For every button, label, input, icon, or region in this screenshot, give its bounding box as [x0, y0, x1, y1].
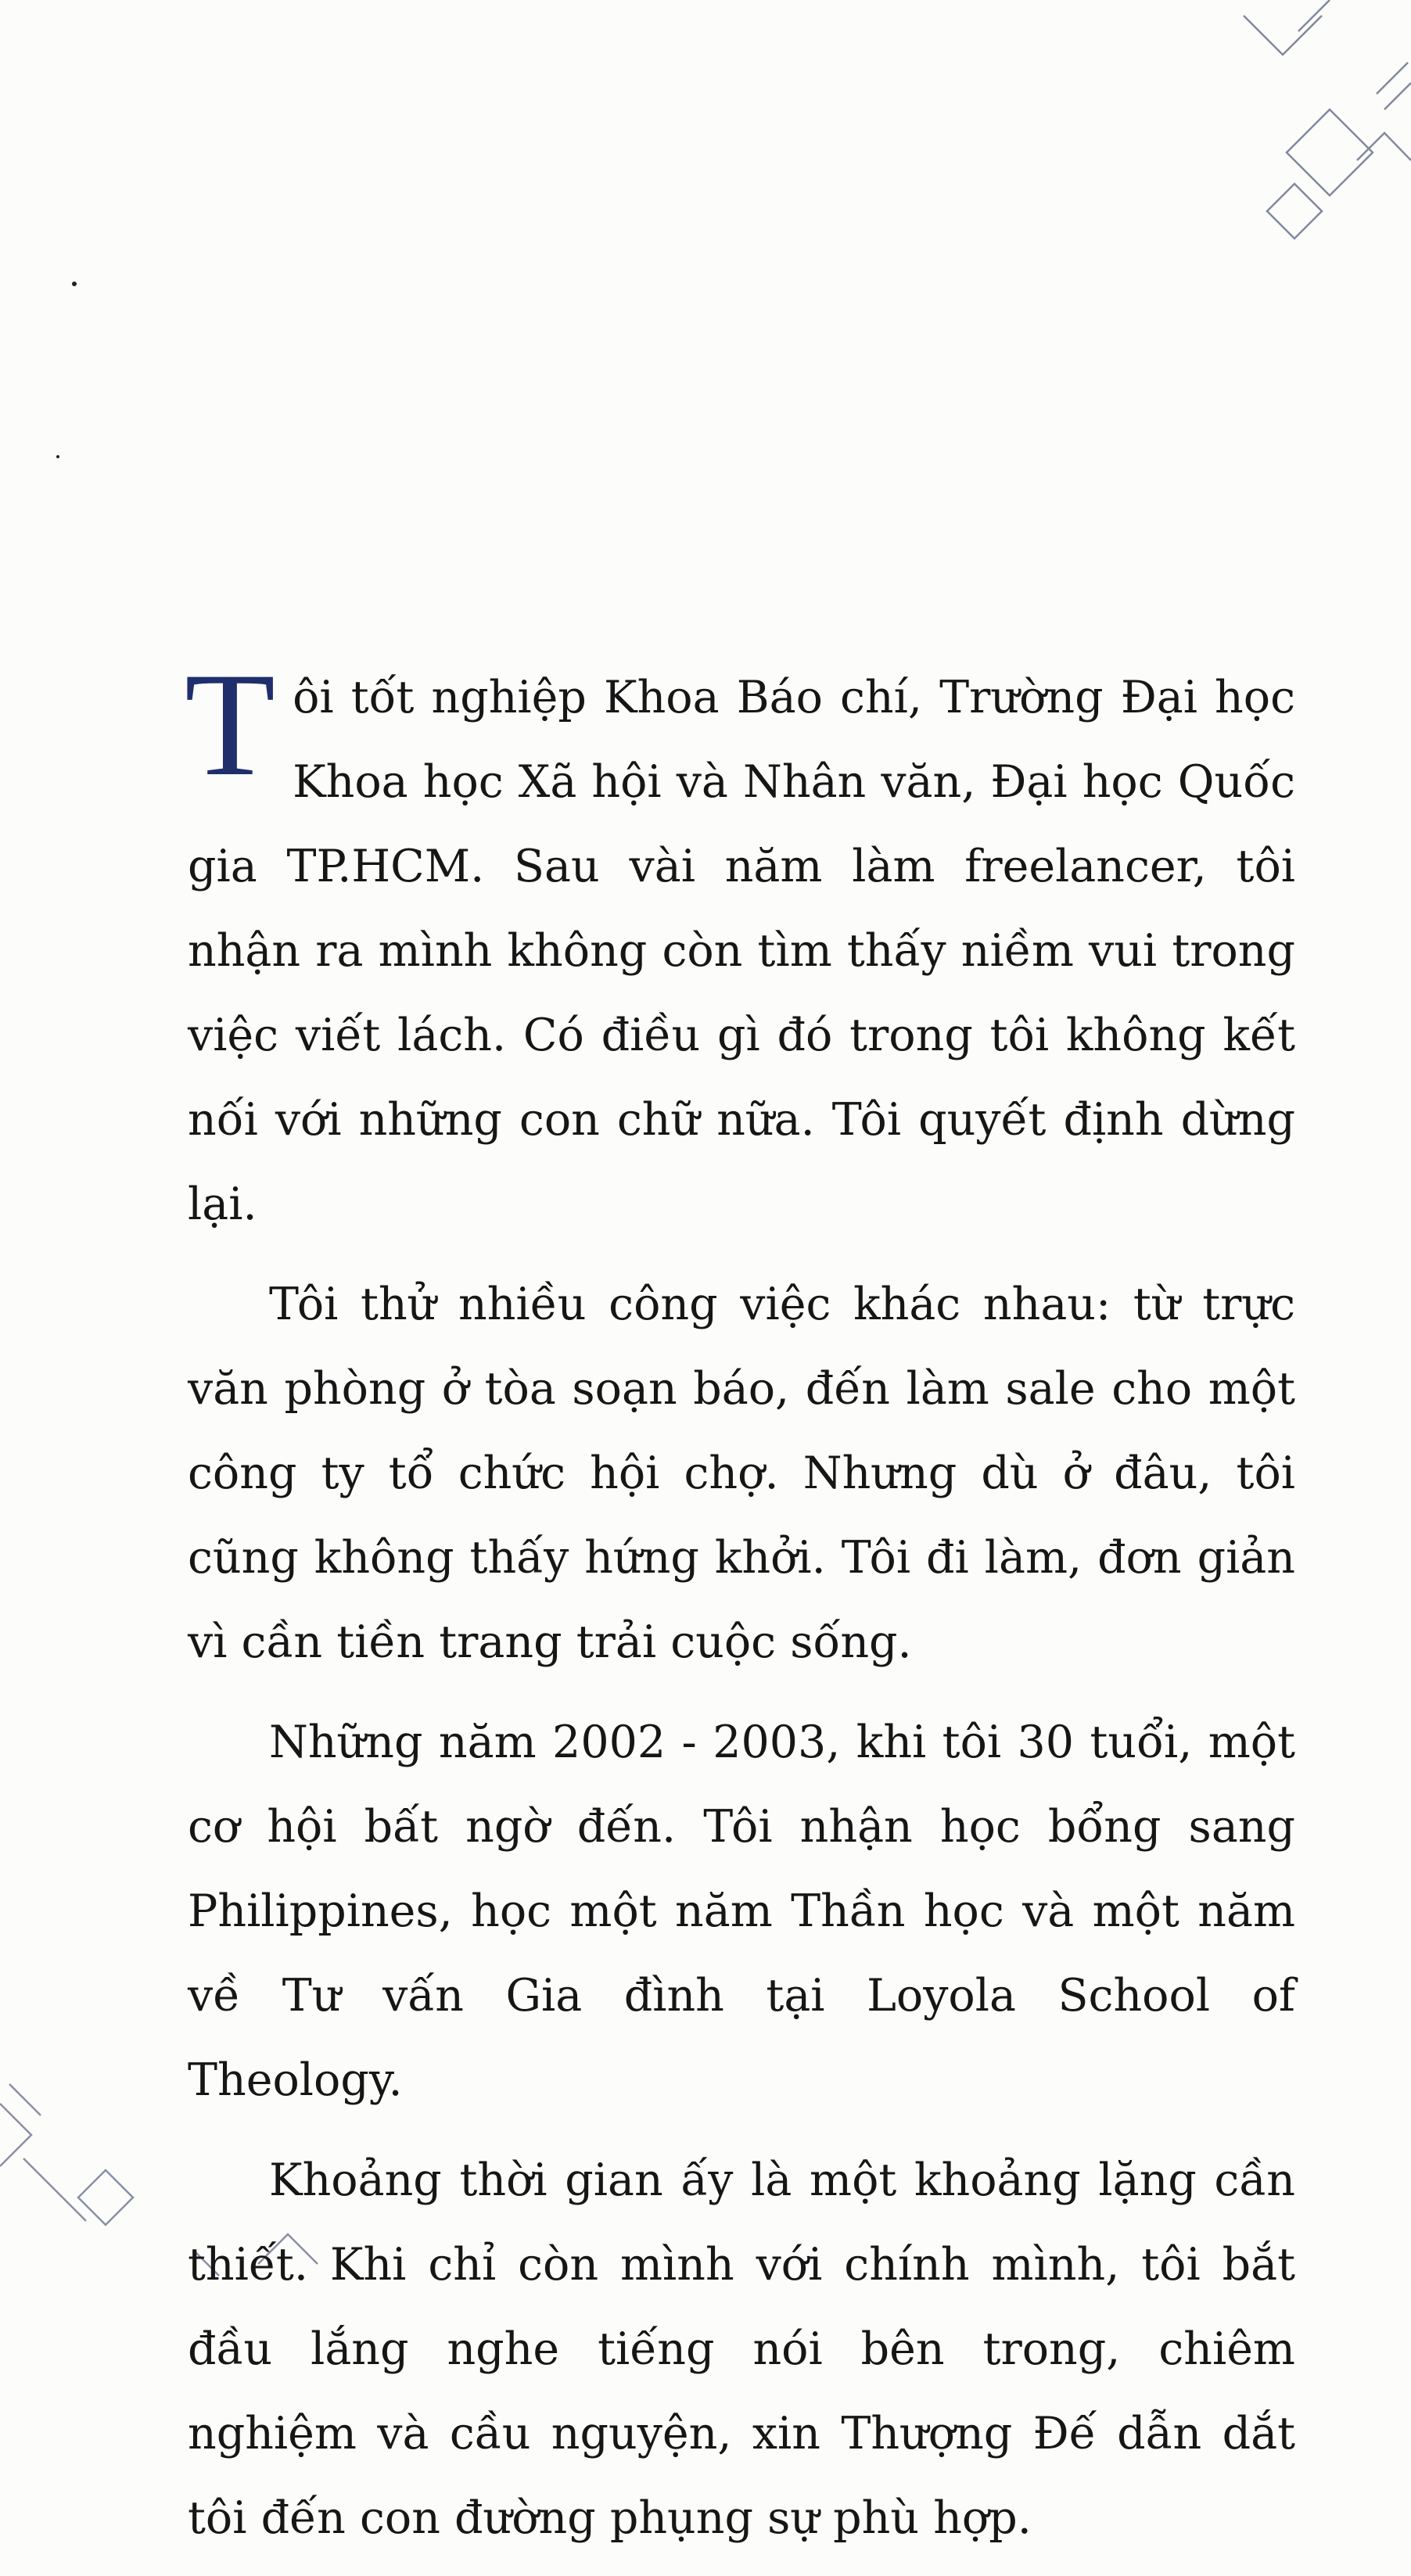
paragraph-1	[185, 643, 1295, 1247]
paragraph-3: Những năm 2002 - 2003, khi tôi 30 tuổi, một cơ hội bất ngờ đến. Tôi nhận học bổng sang Philippines, học một năm Thần học và một năm về Tư vấn Gia đình tại Loyola School of Theology.	[188, 1717, 1295, 2106]
paragraph-4: Khoảng thời gian ấy là một khoảng lặng cần thiết. Khi chỉ còn mình với chính mình, tôi bắt đầu lắng nghe tiếng nói bên trong, chiêm nghiệm và cầu nguyện, xin Thượng Đế dẫn dắt tôi đến con đường phụng sự phù hợp.	[188, 2154, 1295, 2544]
paragraph-2: Tôi thử nhiều công việc khác nhau: từ trực văn phòng ở tòa soạn báo, đến làm sale cho một công ty tổ chức hội chợ. Nhưng dù ở đâu, tôi cũng không thấy hứng khởi. Tôi đi làm, đơn giản vì cần tiền trang trải cuộc sống.	[188, 1279, 1295, 1668]
top-right-ornament-icon	[1244, 0, 1411, 239]
page-body	[185, 643, 1295, 2576]
stray-dot	[56, 455, 59, 458]
stray-dot	[72, 282, 77, 286]
drop-cap: T	[185, 643, 276, 807]
paragraph-1-text: ôi tốt nghiệp Khoa Báo chí, Trường Đại học Khoa học Xã hội và Nhân văn, Đại học Quốc gia TP.HCM. Sau vài năm làm freelancer, tôi nhận ra mình không còn tìm thấy niềm vui trong việc viết lách. Có điều gì đó trong tôi không kết nối với những con chữ nữa. Tôi quyết định dừng lại.	[188, 672, 1295, 1230]
